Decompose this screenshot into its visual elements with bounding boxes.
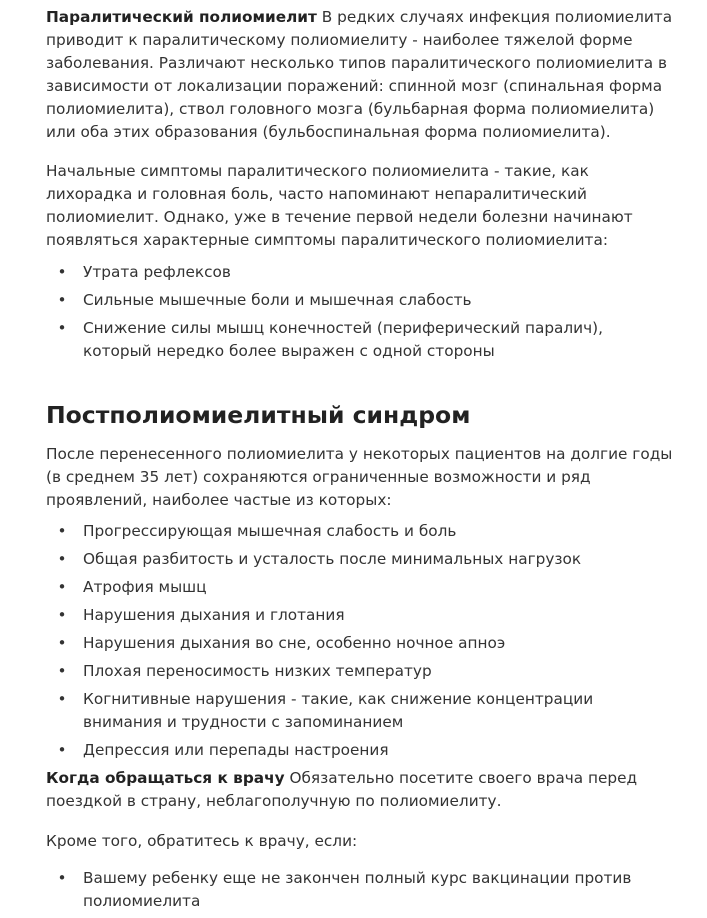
list-item: • Утрата рефлексов [46,261,676,284]
syndrome-symptoms-list [46,520,676,762]
paralytic-lead: Паралитический полиомиелит [46,8,317,26]
bullet-icon: • [57,741,67,759]
list-item: • Снижение силы мышц конечностей (периферический паралич), который нередко более выражен с одной стороны [57,319,603,360]
list-item: • Атрофия мышц [46,576,676,599]
doctor-lead: Когда обращаться к врачу [46,769,285,787]
paralytic-intro: Начальные симптомы паралитического полиомиелита - такие, как лихорадка и головная боль, часто напоминают непаралитический полиомиелит. Однако, уже в течение первой недели болезни начинают появляться характерные симптомы паралитического полиомиелита: [46,162,633,249]
bullet-icon: • [57,869,67,887]
bullet-icon: • [57,662,67,680]
list-item: • Когнитивные нарушения - такие, как снижение концентрации внимания и трудности с запоминанием [57,690,594,731]
bullet-icon: • [57,550,67,568]
bullet-icon: • [57,690,67,708]
list-item: • Прогрессирующая мышечная слабость и боль [46,520,676,543]
doctor-text: Обязательно посетите своего врача перед поездкой в страну, неблагополучную по полиомиелиту. [46,769,638,810]
bullet-icon: • [57,522,67,540]
paralytic-symptoms-list [46,261,676,363]
paralytic-paragraph [46,6,676,144]
syndrome-intro: После перенесенного полиомиелита у некоторых пациентов на долгие годы (в среднем 35 лет) сохраняются ограниченные возможности и ряд проявлений, наиболее частые из которых: [46,445,673,509]
list-item: • Нарушения дыхания во сне, особенно ночное апноэ [46,632,676,655]
doctor-paragraph [46,767,676,813]
list-item: • Нарушения дыхания и глотания [46,604,676,627]
doctor-also: Кроме того, обратитесь к врачу, если: [46,832,358,850]
bullet-icon: • [57,319,67,337]
section-heading: Постполиомиелитный синдром [46,401,471,429]
bullet-icon: • [57,578,67,596]
bullet-icon: • [57,606,67,624]
list-item: • Сильные мышечные боли и мышечная слабость [46,289,676,312]
list-item: • Вашему ребенку еще не закончен полный курс вакцинации против полиомиелита [57,869,632,910]
list-item: • Плохая переносимость низких температур [46,660,676,683]
list-item: • Общая разбитость и усталость после минимальных нагрузок [46,548,676,571]
article-content [46,6,676,918]
list-item: • Депрессия или перепады настроения [46,739,676,762]
bullet-icon: • [57,263,67,281]
bullet-icon: • [57,291,67,309]
paralytic-text: В редких случаях инфекция полиомиелита приводит к паралитическому полиомиелиту - наиболее тяжелой форме заболевания. Различают несколько типов паралитического полиомиелита в зависимости от локализации поражений: спинной мозг (спинальная форма полиомиелита), ствол головного мозга (бульбарная форма полиомиелита) или оба этих образования (бульбоспинальная форма полиомиелита). [46,8,673,141]
doctor-list [46,867,676,913]
bullet-icon: • [57,634,67,652]
